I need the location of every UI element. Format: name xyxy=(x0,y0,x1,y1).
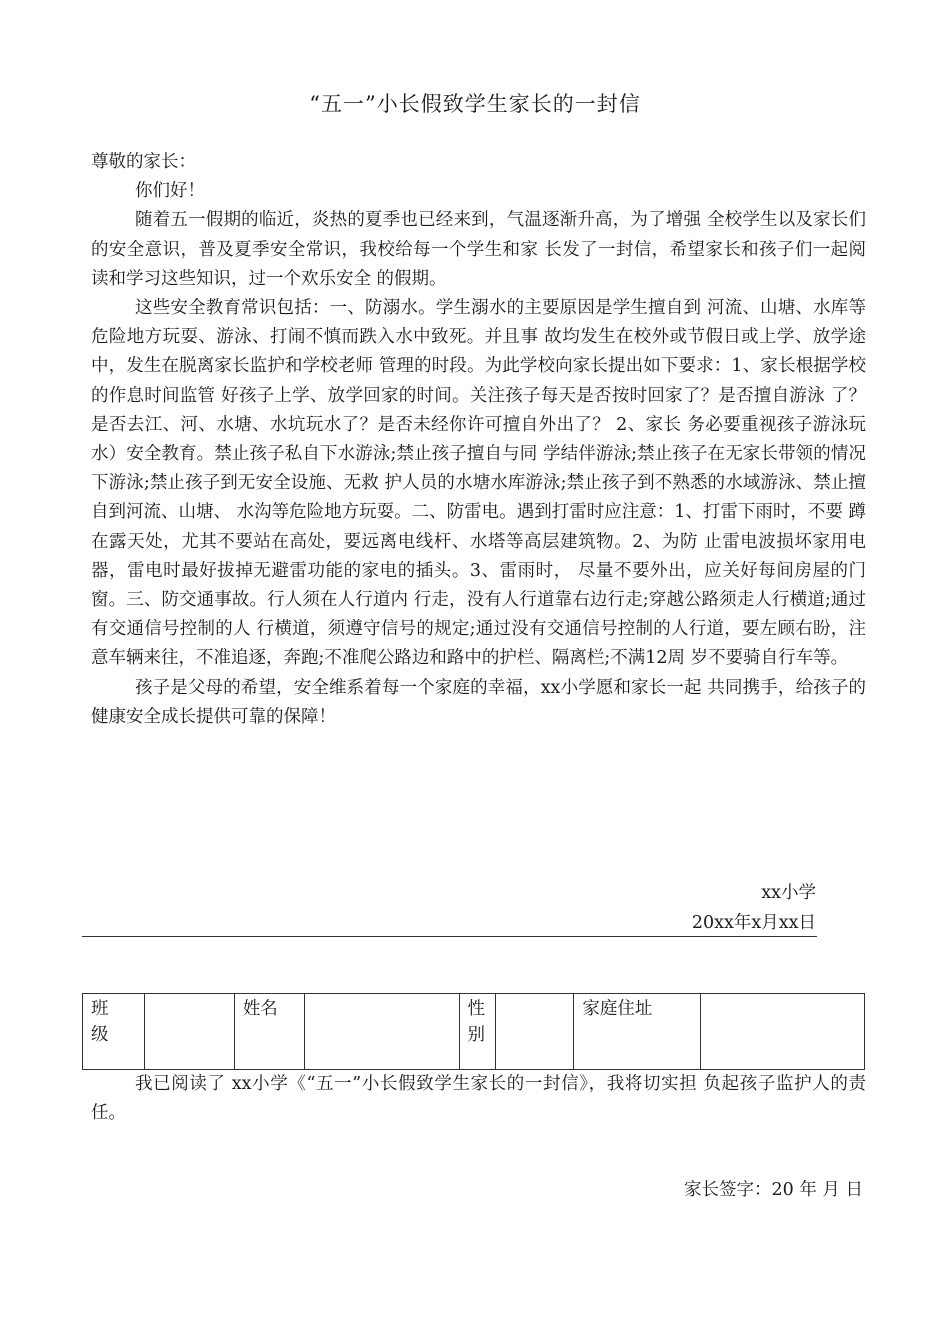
name-label: 姓名 xyxy=(234,994,304,1070)
gender-field[interactable] xyxy=(496,994,574,1070)
paragraph-intro: 随着五一假期的临近，炎热的夏季也已经来到，气温逐渐升高，为了增强 全校学生以及家长们的安全意识，普及夏季安全常识，我校给每一个学生和家 长发了一封信，希望家长和孩子们一起阅读和学习这些知识，过一个欢乐安全 的假期。 xyxy=(91,210,866,289)
address-label: 家庭住址 xyxy=(574,994,701,1070)
student-info-row xyxy=(83,994,865,1070)
acknowledgement-text: 我已阅读了 xx小学《“五一”小长假致学生家长的一封信》，我将切实担 负起孩子监护人的责任。 xyxy=(91,1074,866,1123)
gender-label: 性别 xyxy=(459,994,496,1070)
class-field[interactable] xyxy=(144,994,234,1070)
paragraph-safety-knowledge: 这些安全教育常识包括：一、防溺水。学生溺水的主要原因是学生擅自到 河流、山塘、水库等危险地方玩耍、游泳、打闹不慎而跌入水中致死。并且事 故均发生在校外或节假日或上学、放学途中，发生在脱离家长监护和学校老师 管理的时段。为此学校向家长提出如下要求：1、家长根据学校的作息时间监管 好孩子上学、放学回家的时间。关注孩子每天是否按时回家了？是否擅自游泳 了？是否去江、河、水塘、水坑玩水了？是否未经你许可擅自外出了？ 2、家长 务必要重视孩子游泳玩水）安全教育。禁止孩子私自下水游泳;禁止孩子擅自与同 学结伴游泳;禁止孩子在无家长带领的情况下游泳;禁止孩子到无安全设施、无救 护人员的水塘水库游泳;禁止孩子到不熟悉的水域游泳、禁止擅自到河流、山塘、 水沟等危险地方玩耍。二、防雷电。遇到打雷时应注意：1、打雷下雨时，不要 蹲在露天处，尤其不要站在高处，要远离电线杆、水塔等高层建筑物。2、为防 止雷电波损坏家用电器，雷电时最好拔掉无避雷功能的家电的插头。3、雷雨时， 尽量不要外出，应关好每间房屋的门窗。三、防交通事故。行人须在人行道内 行走，没有人行道靠右边行走;穿越公路须走人行横道;通过有交通信号控制的人 行横道，须遵守信号的规定;通过没有交通信号控制的人行道，要左顾右盼，注 意车辆来往，不准追逐，奔跑;不准爬公路边和路中的护栏、隔离栏;不满12周 岁不要骑自行车等。 xyxy=(91,298,866,669)
address-field[interactable] xyxy=(701,994,865,1070)
salutation: 尊敬的家长： xyxy=(91,152,196,172)
letter-date: 20xx年x月xx日 xyxy=(691,913,816,933)
parent-signature-line: 家长签字：20 年 月 日 xyxy=(684,1180,863,1200)
student-info-table xyxy=(82,993,865,1070)
name-field[interactable] xyxy=(304,994,459,1070)
class-label: 班级 xyxy=(83,994,145,1070)
paragraph-closing: 孩子是父母的希望，安全维系着每一个家庭的幸福，xx小学愿和家长一起 共同携手，给孩子的健康安全成长提供可靠的保障！ xyxy=(91,677,866,727)
sender-school: xx小学 xyxy=(761,883,816,903)
letter-body xyxy=(91,148,866,732)
greeting: 你们好！ xyxy=(135,181,205,202)
sender-signature-block xyxy=(91,878,816,938)
tear-off-divider xyxy=(82,936,817,937)
letter-title: “五一”小长假致学生家长的一封信 xyxy=(309,92,641,116)
